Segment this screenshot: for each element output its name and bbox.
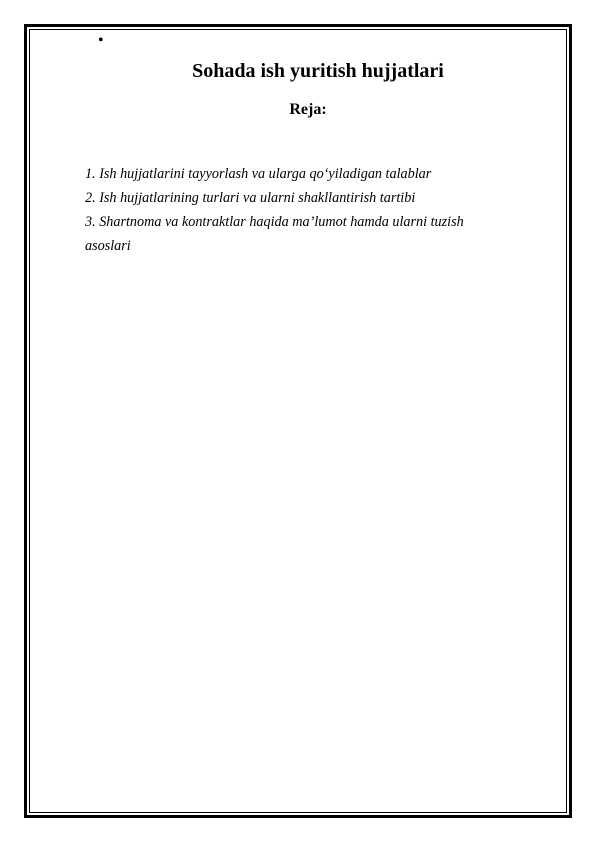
document-title: Sohada ish yuritish hujjatlari (192, 60, 444, 82)
page-border-inner (29, 29, 567, 813)
plan-item-2: 2. Ish hujjatlarining turlari va ularni shakllantirish tartibi (85, 190, 416, 206)
plan-heading: Reja: (289, 101, 327, 118)
plan-list (85, 162, 495, 258)
bullet-mark: • (98, 32, 104, 49)
plan-item-3: 3. Shartnoma va kontraktlar haqida ma’lumot hamda ularni tuzish asoslari (85, 214, 464, 254)
plan-item-1: 1. Ish hujjatlarini tayyorlash va ularga qo‘yiladigan talablar (85, 166, 432, 182)
page-border (24, 24, 572, 818)
